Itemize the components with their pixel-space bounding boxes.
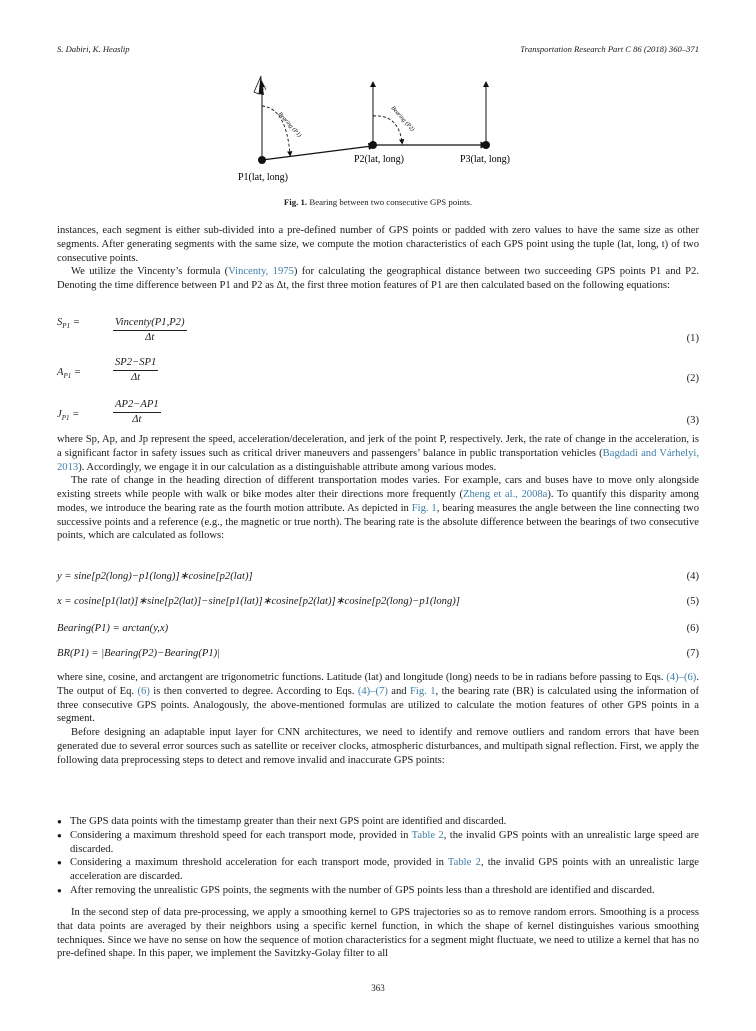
north-arrow-icon [254,76,267,95]
bearing-label-p2: Bearing (P2) [389,105,416,133]
list-item: ● Considering a maximum threshold acceleration for each transport mode, provided in Table 2, the invalid GPS points with an unrealistic large acceleration are discarded. [57,856,699,884]
citation-vincenty-link[interactable]: Vincenty, 1975 [228,266,294,278]
point-label-p3: P3(lat, long) [460,154,510,165]
equation-1-number: (1) [686,333,699,344]
fig1-link[interactable]: Fig. 1 [411,502,437,514]
point-p2 [369,141,377,149]
paragraph-1: instances, each segment is either sub-divided into a pre-defined number of GPS points or padded with zero values to have the same size as other segments. After generating segments with the same size, we compute the motion characteristics of each GPS point using the tuple (lat, long, t) of two consecutive points. [57,225,699,264]
paragraph-7-block [57,906,699,961]
paragraph-4: The rate of change in the heading direction of different transportation modes varies. For example, cars and buses have to move only alongside existing streets while people with walk or bike modes alter their directions more frequently (Zheng et al., 2008a). To quantify this disparity among modes, we introduce the bearing rate as the fourth motion attribute. As depicted in Fig. 1, bearing measures the angle between the line connecting two successive points and a reference (e.g., the magnetic or true north). The bearing rate is the absolute difference between the bearings of two consecutive points, which are calculated as follows: [57,475,699,542]
paragraph-6: Before designing an adaptable input layer for CNN architectures, we need to identify and remove outliers and random errors that have been generated due to several error sources such as satellite or receiver clocks, atmospheric disturbances, and multipath signal reflection. First, we apply the following data preprocessing steps to detect and remove invalid and inaccurate GPS points: [57,727,699,766]
paragraph-5: where sine, cosine, and arctangent are trigonometric functions. Latitude (lat) and longitude (long) needs to be in radians before passing to Eqs. (4)–(6). The output of Eq. (6) is then converted to degree. According to Eqs. (4)–(7) and Fig. 1, the bearing rate (BR) is calculated using the information of three consecutive GPS points. Analogously, the above-mentioned formulas are utilized to calculate the motion features of other GPS points in a segment. [57,672,699,725]
page-number: 363 [371,983,385,993]
point-label-p2: P2(lat, long) [354,154,404,165]
list-item: ● After removing the unrealistic GPS points, the segments with the number of GPS points less than a threshold are identified and discarded. [57,884,699,898]
paragraph-1-block [57,224,699,293]
point-label-p1: P1(lat, long) [238,172,288,183]
table2-link[interactable]: Table 2 [411,829,444,841]
paragraph-3: where Sp, Ap, and Jp represent the speed, acceleration/deceleration, and jerk of the point P, respectively. Jerk, the rate of change in the acceleration, is a significant factor in safety issues such as critical driver maneuvers and passengers’ balance in public transportation vehicles (Bagdadi and Várhelyi, 2013). Accordingly, we engage it in our calculation as a distinguishable attribute among various modes. [57,434,699,473]
eq4-6-link[interactable]: (4)–(6) [666,672,697,683]
bullet-list [57,815,699,898]
equations-1-3: $S_{P1}$ = Vincenty(P1,P2) Δt (1) $A_{P1}$ = $\frac{SP2-SP1}{\Delta t}$ (2) $J_{P1}$ = $\frac{AP2-AP1}{\Delta t}$ (3) [57,317,699,426]
figure-caption [0,197,756,207]
point-p3 [482,141,490,149]
paragraph-3-4-block [57,433,699,543]
bearing-arc-p2 [373,116,402,142]
paragraph-7: In the second step of data pre-processing, we apply a smoothing kernel to GPS trajectories so as to remove random errors. Smoothing is a process that data points are averaged by their neighbors using a specific kernel function, in which the shape of kernel distinguishes various smoothing techniques. Since we have no sense on how the sequence of motion characteristics for a segment might fluctuate, we need to utilize a kernel that has no pre-defined shape. In this paper, we implement the Savitzky-Golay filter to all [57,907,699,960]
equations-4-7: y = sine[p2(long)−p1(long)]∗cosine[p2(lat)] (4) x = cosine[p1(lat)]∗sine[p2(lat)]−sine[p1(lat)]∗cosine[p2(lat)]∗cosine[p2(long)−p1(long)] (5) Bearing(P1) = arctan(y,x) (6) BR(P1) = |Bearing(P2)−Bearing(P1)| (7) [57,571,699,659]
equation-3-number: (3) [686,415,699,426]
paragraph-2: We utilize the Vincenty’s formula (Vincenty, 1975) for calculating the geographical distance between two succeeding GPS points P1 and P2. Denoting the time difference between P1 and P2 as Δt, the first three motion features of P1 are then calculated based on the following equations: [57,266,699,291]
list-item: ● The GPS data points with the timestamp greater than their next GPS point are identified and discarded. [57,815,699,829]
table2-link-2[interactable]: Table 2 [447,857,481,869]
citation-zheng-link[interactable]: Zheng et al., 2008a [462,489,548,500]
fig1-link-2[interactable]: Fig. 1 [410,685,436,697]
eq6-link[interactable]: (6) [137,685,150,697]
running-header-journal: Transportation Research Part C 86 (2018) 360–371 [520,44,699,54]
bearing-arc-p1 [262,106,290,154]
bearing-label-p1: Bearing (P1) [276,111,303,139]
running-header-authors: S. Dabiri, K. Heaslip [57,44,130,54]
north-label: N [263,87,267,92]
caption-text: Bearing between two consecutive GPS points. [309,197,473,207]
paragraph-5-6-block [57,671,699,767]
caption-label: Fig. 1. [283,197,308,207]
bearing-figure [228,68,528,198]
equation-2-number: (2) [686,373,699,384]
eq4-7-link[interactable]: (4)–(7) [357,685,388,697]
point-p1 [258,156,266,164]
list-item: ● Considering a maximum threshold speed for each transport mode, provided in Table 2, the invalid GPS points with an unrealistic large speed are discarded. [57,829,699,857]
citation-bagdadi-link[interactable]: Bagdadi and Várhelyi, 2013 [57,447,699,473]
